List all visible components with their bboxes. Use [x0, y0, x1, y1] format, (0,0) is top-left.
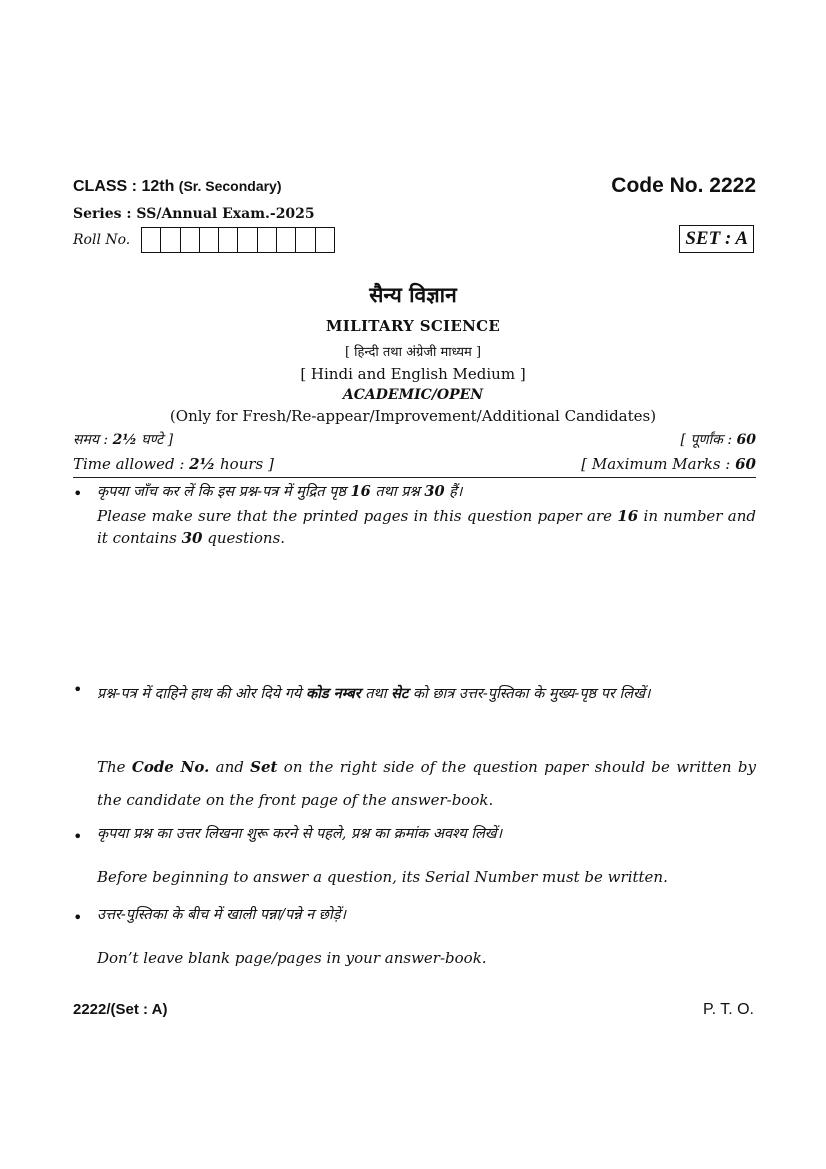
footer-pto: P. T. O.: [703, 1001, 754, 1018]
class-sub: (Sr. Secondary): [178, 178, 282, 194]
roll-box[interactable]: [142, 228, 161, 252]
roll-box[interactable]: [181, 228, 200, 252]
instruction-1-hindi: कृपया जाँच कर लें कि इस प्रश्न-पत्र में मुद्रित पृष्ठ 16 तथा प्रश्न 30 हैं।: [97, 483, 463, 500]
class-value: CLASS : 12th: [73, 178, 175, 195]
candidates-note: (Only for Fresh/Re-appear/Improvement/Additional Candidates): [169, 407, 657, 425]
roll-number-boxes[interactable]: [141, 227, 335, 253]
roll-box[interactable]: [238, 228, 257, 252]
instruction-3-english: Before beginning to answer a question, its Serial Number must be written.: [97, 868, 668, 886]
time-hindi: समय : 2½ घण्टे ]: [73, 432, 174, 448]
roll-box[interactable]: [161, 228, 180, 252]
marks-english: [ Maximum Marks : 60: [581, 455, 756, 473]
class-label: [73, 178, 282, 196]
medium-english: [ Hindi and English Medium ]: [300, 365, 526, 383]
time-row-hindi: [73, 430, 756, 449]
roll-box[interactable]: [200, 228, 219, 252]
marks-hindi: [ पूर्णांक : 60: [680, 432, 756, 448]
code-number: Code No. 2222: [611, 174, 756, 197]
roll-box[interactable]: [316, 228, 334, 252]
bullet-icon: •: [73, 484, 83, 503]
divider: [73, 477, 756, 478]
instruction-4-hindi: उत्तर-पुस्तिका के बीच में खाली पन्ना/पन्ने न छोड़ें।: [97, 907, 346, 923]
instruction-4-english: Don’t leave blank page/pages in your answer-book.: [97, 949, 487, 967]
time-row-english: [73, 455, 756, 473]
bullet-icon: •: [73, 680, 83, 699]
medium-hindi: [ हिन्दी तथा अंग्रेजी माध्यम ]: [344, 345, 482, 360]
roll-number-label: Roll No.: [73, 232, 131, 248]
footer-code: 2222/(Set : A): [73, 1001, 168, 1018]
series-label: Series : SS/Annual Exam.-2025: [73, 206, 315, 222]
roll-box[interactable]: [277, 228, 296, 252]
instruction-2-hindi: प्रश्न-पत्र में दाहिने हाथ की ओर दिये गये कोड नम्बर तथा सेट को छात्र उत्तर-पुस्तिका के मुख्य-पृष्ठ पर लिखें।: [97, 685, 651, 702]
time-english: Time allowed : 2½ hours ]: [73, 455, 274, 473]
title-english: MILITARY SCIENCE: [325, 317, 501, 335]
roll-box[interactable]: [219, 228, 238, 252]
bullet-icon: •: [73, 827, 83, 846]
instruction-1-english: Please make sure that the printed pages in this question paper are 16 in number and it contains 30 questions.: [97, 507, 756, 547]
set-badge: SET : A: [679, 225, 754, 253]
instruction-3-hindi: कृपया प्रश्न का उत्तर लिखना शुरू करने से पहले, प्रश्न का क्रमांक अवश्य लिखें।: [97, 826, 503, 842]
instruction-2-english: The Code No. and Set on the right side of the question paper should be written by the candidate on the front page of the answer-book.: [97, 758, 756, 809]
roll-box[interactable]: [258, 228, 277, 252]
title-hindi: सैन्य विज्ञान: [369, 282, 457, 307]
bullet-icon: •: [73, 908, 83, 927]
academic-label: ACADEMIC/OPEN: [342, 387, 484, 403]
roll-box[interactable]: [296, 228, 315, 252]
